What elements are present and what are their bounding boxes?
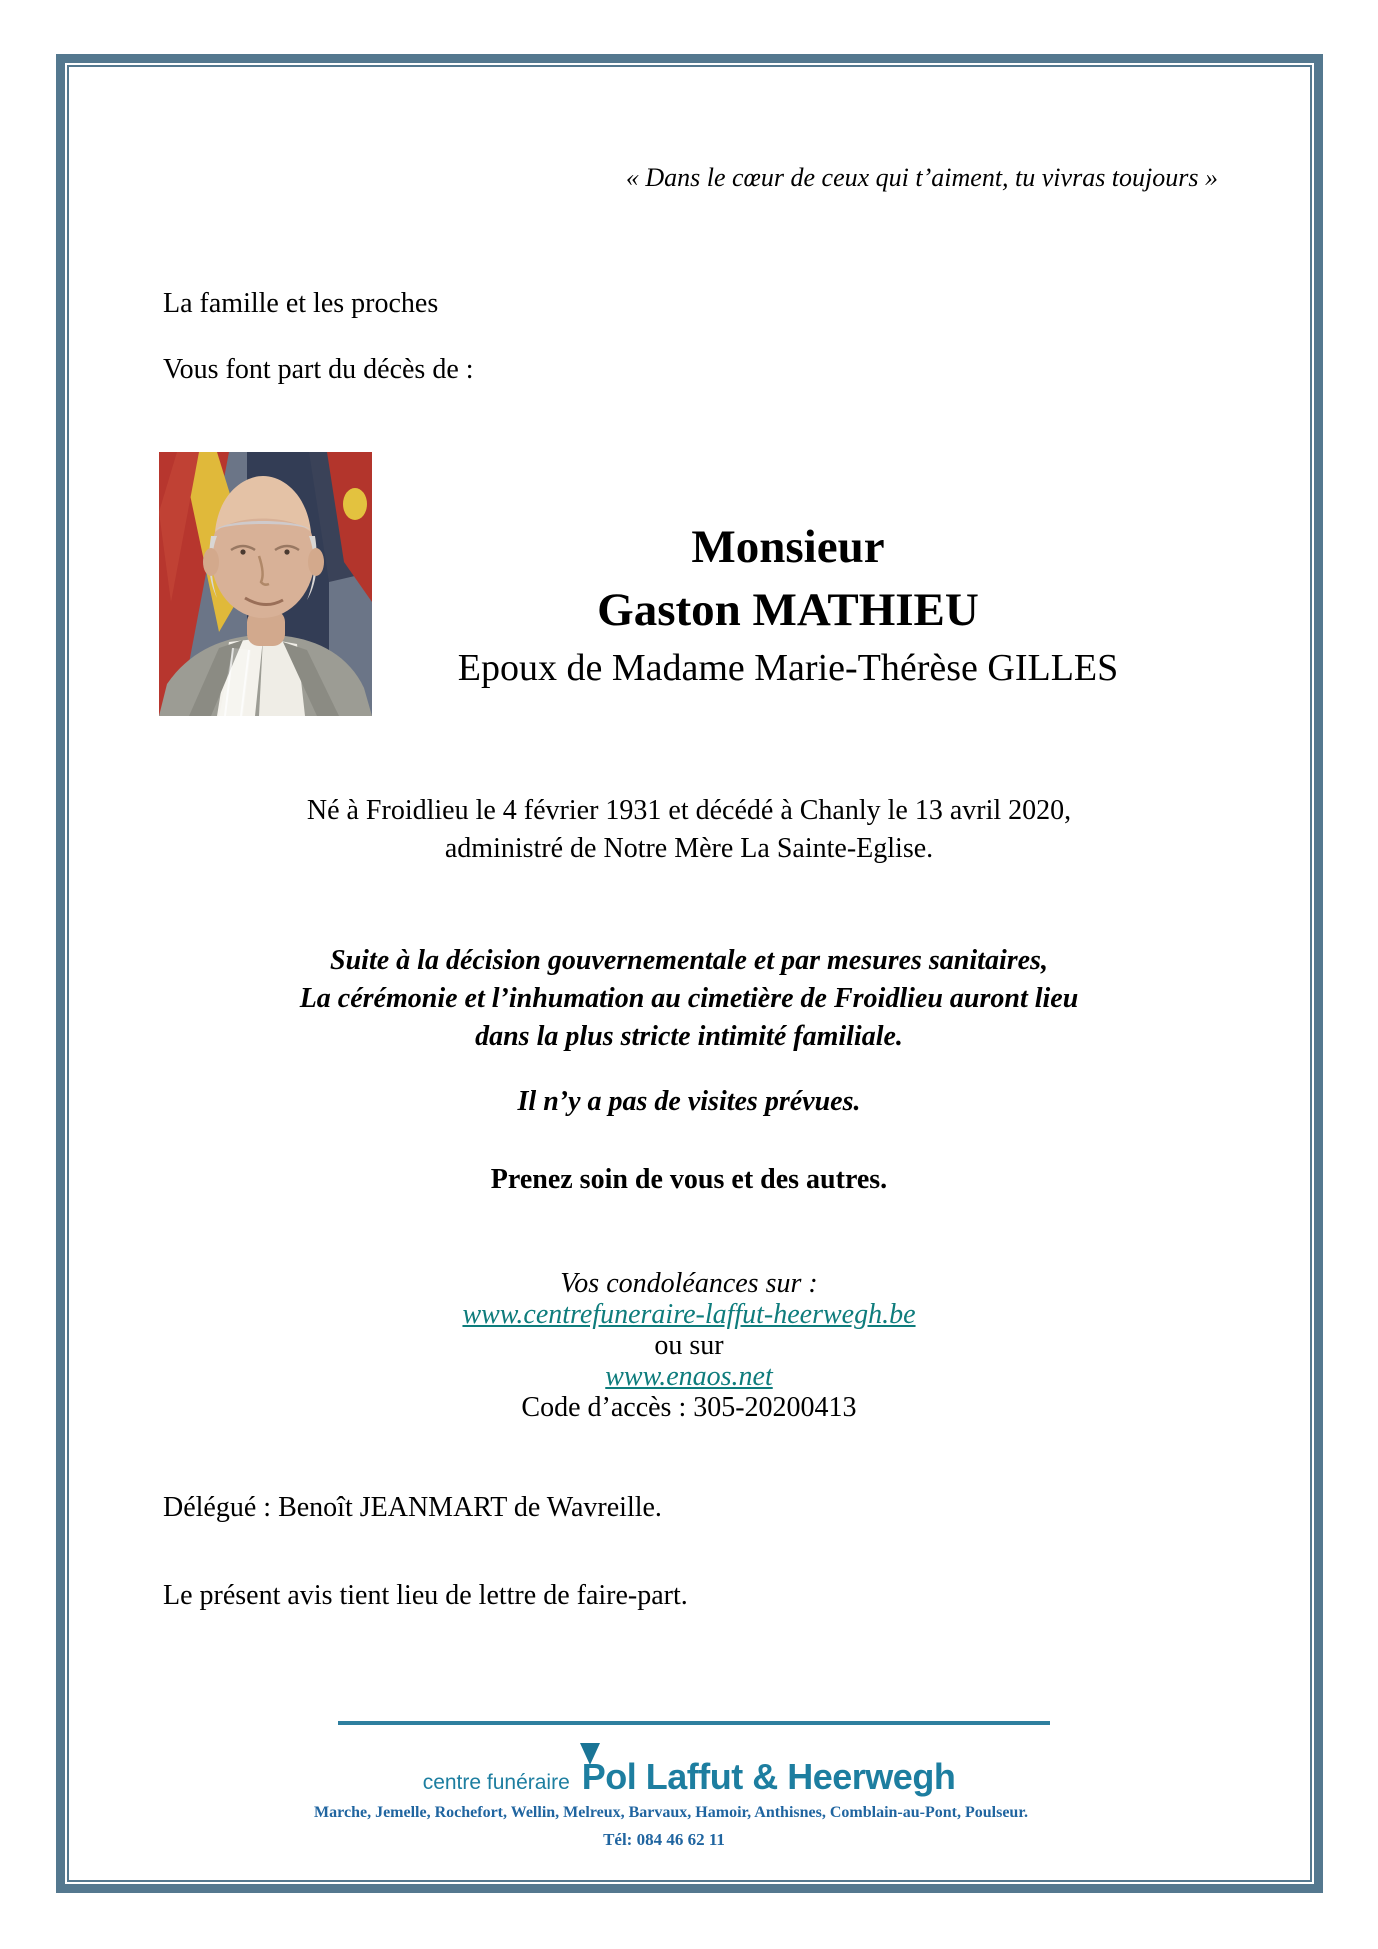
life-dates-block	[0, 792, 1378, 868]
legal-notice-line: Le présent avis tient lieu de lettre de faire-part.	[163, 1580, 688, 1611]
care-message-line: Prenez soin de vous et des autres.	[490, 1164, 888, 1195]
birth-death-line: Né à Froidlieu le 4 février 1931 et décédé à Chanly le 13 avril 2020,	[306, 795, 1072, 826]
brand-locations-line: Marche, Jemelle, Rochefort, Wellin, Melreux, Barvaux, Hamoir, Anthisnes, Comblain-au-Pont, Poulseur.	[314, 1804, 1028, 1821]
administered-line: administré de Notre Mère La Sainte-Eglise.	[444, 833, 934, 864]
brand-name: Pol Laffut & Heerwegh	[581, 1756, 956, 1797]
memorial-quote: « Dans le cœur de ceux qui t’aiment, tu vivras toujours »	[625, 163, 1218, 192]
condolences-block	[0, 1268, 1378, 1423]
condolences-intro: Vos condoléances sur :	[560, 1268, 818, 1299]
access-code-line: Code d’accès : 305-20200413	[521, 1392, 857, 1423]
deceased-name: Gaston MATHIEU	[597, 584, 979, 636]
condolences-or-text: ou sur	[654, 1330, 724, 1361]
no-visits-line: Il n’y a pas de visites prévues.	[517, 1086, 861, 1117]
delegate-line: Délégué : Benoît JEANMART de Wavreille.	[163, 1492, 662, 1523]
ceremony-notice-line-1: Suite à la décision gouvernementale et par mesures sanitaires,	[330, 945, 1048, 976]
footer-divider-rule	[338, 1721, 1050, 1725]
ceremony-notice-block	[0, 942, 1378, 1056]
ceremony-notice-line-3: dans la plus stricte intimité familiale.	[475, 1021, 903, 1052]
family-line: La famille et les proches	[163, 288, 439, 319]
condolences-link-enaos[interactable]: www.enaos.net	[605, 1361, 773, 1392]
deceased-title: Monsieur	[691, 521, 885, 573]
funeral-home-brand	[0, 1756, 1378, 1798]
ceremony-notice-line-2: La cérémonie et l’inhumation au cimetière de Froidlieu auront lieu	[299, 983, 1079, 1014]
condolences-link-funeral-home[interactable]: www.centrefuneraire-laffut-heerwegh.be	[462, 1299, 916, 1330]
announcement-line: Vous font part du décès de :	[163, 354, 474, 385]
brand-phone-line: Tél: 084 46 62 11	[603, 1830, 725, 1849]
brand-prefix: centre funéraire	[422, 1771, 570, 1794]
spouse-line: Epoux de Madame Marie-Thérèse GILLES	[457, 647, 1119, 689]
